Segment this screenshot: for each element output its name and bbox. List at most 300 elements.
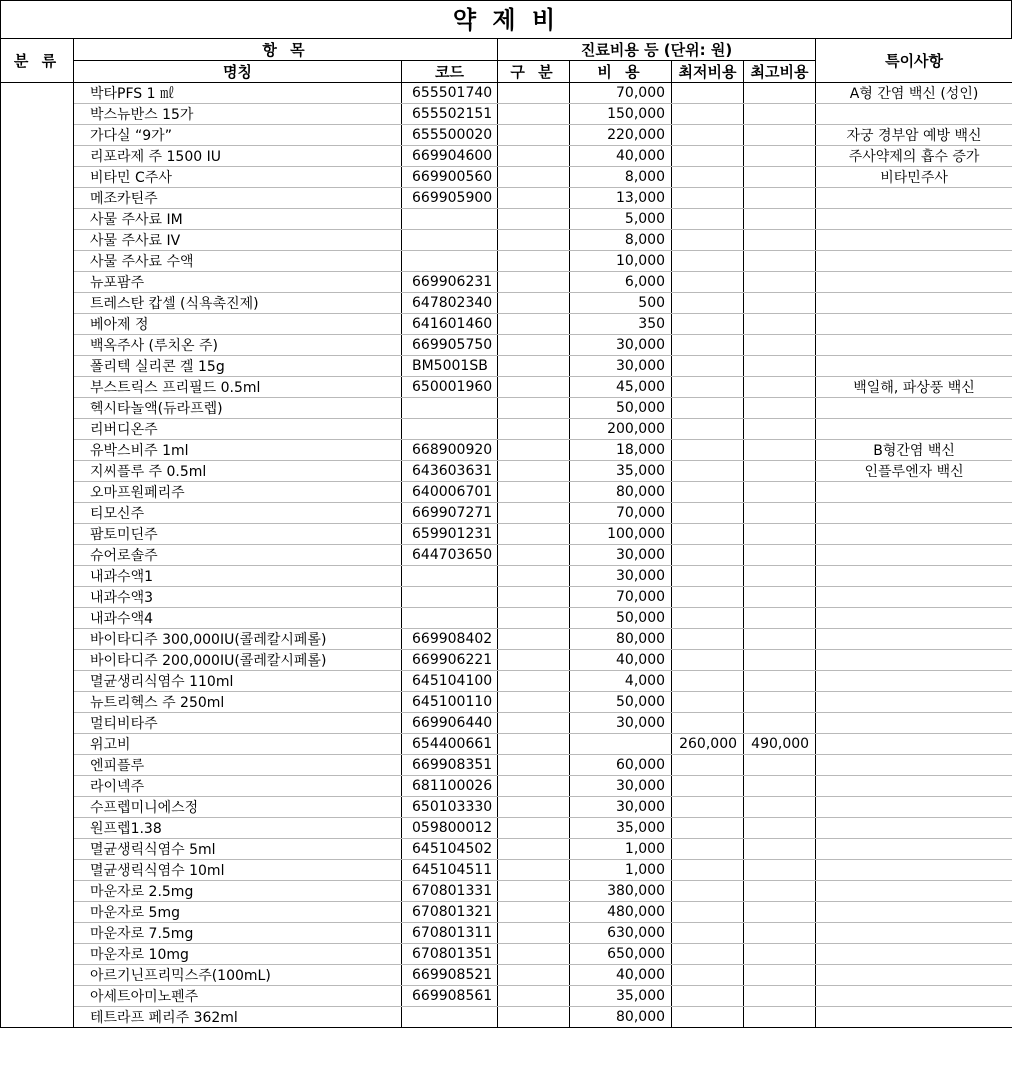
note-cell	[816, 419, 1012, 440]
drug-name-cell: 아세트아미노펜주	[74, 986, 402, 1007]
cost-cell: 35,000	[570, 818, 672, 839]
note-cell	[816, 482, 1012, 503]
max-cost-cell	[744, 230, 816, 251]
drug-code-cell: 645104502	[402, 839, 498, 860]
note-cell	[816, 545, 1012, 566]
drug-name-cell: 테트라프 페리주 362ml	[74, 1007, 402, 1028]
header-notes: 특이사항	[816, 39, 1012, 83]
drug-name-cell: 바이타디주 300,000IU(콜레칼시페롤)	[74, 629, 402, 650]
note-cell: 주사약제의 흡수 증가	[816, 146, 1012, 167]
drug-name-cell: 마운자로 2.5mg	[74, 881, 402, 902]
category-cell	[1, 818, 74, 839]
min-cost-cell	[672, 482, 744, 503]
min-cost-cell	[672, 713, 744, 734]
drug-code-cell: 670801321	[402, 902, 498, 923]
note-cell	[816, 314, 1012, 335]
drug-name-cell: 마운자로 10mg	[74, 944, 402, 965]
drug-name-cell: 원프렙1.38	[74, 818, 402, 839]
division-cell	[498, 629, 570, 650]
cost-cell: 18,000	[570, 440, 672, 461]
division-cell	[498, 734, 570, 755]
division-cell	[498, 167, 570, 188]
category-cell	[1, 608, 74, 629]
category-cell	[1, 125, 74, 146]
min-cost-cell	[672, 986, 744, 1007]
category-cell	[1, 167, 74, 188]
drug-name-cell: 뉴포팜주	[74, 272, 402, 293]
drug-name-cell: 위고비	[74, 734, 402, 755]
division-cell	[498, 797, 570, 818]
min-cost-cell	[672, 797, 744, 818]
min-cost-cell	[672, 671, 744, 692]
category-cell	[1, 461, 74, 482]
min-cost-cell	[672, 230, 744, 251]
note-cell	[816, 209, 1012, 230]
table-row	[1, 272, 1012, 293]
min-cost-cell	[672, 293, 744, 314]
drug-name-cell: 부스트릭스 프리필드 0.5ml	[74, 377, 402, 398]
cost-cell: 30,000	[570, 356, 672, 377]
drug-code-cell	[402, 209, 498, 230]
division-cell	[498, 83, 570, 104]
drug-code-cell	[402, 566, 498, 587]
division-cell	[498, 944, 570, 965]
max-cost-cell	[744, 923, 816, 944]
cost-cell	[570, 734, 672, 755]
min-cost-cell	[672, 272, 744, 293]
table-row	[1, 797, 1012, 818]
division-cell	[498, 776, 570, 797]
header-min-cost: 최저비용	[672, 61, 744, 83]
note-cell: 자궁 경부암 예방 백신	[816, 125, 1012, 146]
division-cell	[498, 398, 570, 419]
category-cell	[1, 104, 74, 125]
header-max-cost: 최고비용	[744, 61, 816, 83]
drug-code-cell: 655502151	[402, 104, 498, 125]
max-cost-cell	[744, 125, 816, 146]
drug-code-cell: 645100110	[402, 692, 498, 713]
division-cell	[498, 482, 570, 503]
cost-cell: 30,000	[570, 797, 672, 818]
drug-name-cell: 트레스탄 캅셀 (식욕촉진제)	[74, 293, 402, 314]
max-cost-cell	[744, 566, 816, 587]
min-cost-cell	[672, 587, 744, 608]
division-cell	[498, 755, 570, 776]
drug-code-cell: 669904600	[402, 146, 498, 167]
table-row	[1, 713, 1012, 734]
category-cell	[1, 146, 74, 167]
cost-cell: 6,000	[570, 272, 672, 293]
cost-cell: 70,000	[570, 83, 672, 104]
table-row	[1, 944, 1012, 965]
category-cell	[1, 440, 74, 461]
category-cell	[1, 629, 74, 650]
cost-cell: 80,000	[570, 1007, 672, 1028]
note-cell	[816, 797, 1012, 818]
drug-name-cell: 멸균생리식염수 110ml	[74, 671, 402, 692]
table-row	[1, 503, 1012, 524]
drug-code-cell: 645104511	[402, 860, 498, 881]
category-cell	[1, 881, 74, 902]
cost-cell: 80,000	[570, 482, 672, 503]
min-cost-cell	[672, 209, 744, 230]
division-cell	[498, 125, 570, 146]
max-cost-cell	[744, 209, 816, 230]
category-cell	[1, 482, 74, 503]
category-cell	[1, 545, 74, 566]
cost-cell: 8,000	[570, 167, 672, 188]
table-row	[1, 230, 1012, 251]
division-cell	[498, 503, 570, 524]
max-cost-cell	[744, 671, 816, 692]
table-row	[1, 671, 1012, 692]
cost-cell: 45,000	[570, 377, 672, 398]
cost-cell: 60,000	[570, 755, 672, 776]
division-cell	[498, 671, 570, 692]
min-cost-cell	[672, 83, 744, 104]
page-title: 약 제 비	[0, 0, 1012, 38]
note-cell	[816, 230, 1012, 251]
division-cell	[498, 335, 570, 356]
drug-code-cell: 655501740	[402, 83, 498, 104]
drug-name-cell: 사물 주사료 IM	[74, 209, 402, 230]
drug-code-cell	[402, 419, 498, 440]
max-cost-cell	[744, 1007, 816, 1028]
table-row	[1, 482, 1012, 503]
cost-cell: 200,000	[570, 419, 672, 440]
category-cell	[1, 188, 74, 209]
max-cost-cell	[744, 482, 816, 503]
max-cost-cell	[744, 650, 816, 671]
drug-code-cell: 669906231	[402, 272, 498, 293]
max-cost-cell	[744, 461, 816, 482]
max-cost-cell	[744, 881, 816, 902]
min-cost-cell	[672, 503, 744, 524]
table-row	[1, 545, 1012, 566]
max-cost-cell	[744, 755, 816, 776]
division-cell	[498, 692, 570, 713]
cost-cell: 40,000	[570, 650, 672, 671]
table-body	[1, 83, 1012, 1028]
category-cell	[1, 209, 74, 230]
category-cell	[1, 377, 74, 398]
max-cost-cell	[744, 272, 816, 293]
table-row	[1, 608, 1012, 629]
max-cost-cell	[744, 335, 816, 356]
header-cost: 비 용	[570, 61, 672, 83]
header-category: 분 류	[1, 39, 74, 83]
division-cell	[498, 440, 570, 461]
header-division: 구 분	[498, 61, 570, 83]
max-cost-cell	[744, 692, 816, 713]
table-row	[1, 251, 1012, 272]
min-cost-cell	[672, 776, 744, 797]
category-cell	[1, 923, 74, 944]
table-row	[1, 188, 1012, 209]
drug-code-cell: 670801351	[402, 944, 498, 965]
cost-cell: 4,000	[570, 671, 672, 692]
cost-cell: 630,000	[570, 923, 672, 944]
note-cell	[816, 272, 1012, 293]
drug-name-cell: 헥시타놀액(듀라프렙)	[74, 398, 402, 419]
cost-cell: 1,000	[570, 860, 672, 881]
note-cell	[816, 1007, 1012, 1028]
drug-code-cell: 059800012	[402, 818, 498, 839]
note-cell	[816, 398, 1012, 419]
table-row	[1, 755, 1012, 776]
drug-name-cell: 내과수액4	[74, 608, 402, 629]
table-row	[1, 83, 1012, 104]
min-cost-cell	[672, 881, 744, 902]
note-cell	[816, 902, 1012, 923]
division-cell	[498, 986, 570, 1007]
drug-name-cell: 비타민 C주사	[74, 167, 402, 188]
max-cost-cell	[744, 797, 816, 818]
max-cost-cell	[744, 419, 816, 440]
max-cost-cell	[744, 902, 816, 923]
table-row	[1, 650, 1012, 671]
cost-cell: 35,000	[570, 461, 672, 482]
category-cell	[1, 503, 74, 524]
note-cell	[816, 608, 1012, 629]
note-cell	[816, 965, 1012, 986]
division-cell	[498, 839, 570, 860]
cost-cell: 40,000	[570, 146, 672, 167]
drug-code-cell: 647802340	[402, 293, 498, 314]
drug-code-cell	[402, 398, 498, 419]
note-cell	[816, 524, 1012, 545]
division-cell	[498, 650, 570, 671]
drug-name-cell: 사물 주사료 수액	[74, 251, 402, 272]
division-cell	[498, 587, 570, 608]
drug-code-cell: 669900560	[402, 167, 498, 188]
category-cell	[1, 986, 74, 1007]
drug-code-cell: BM5001SB	[402, 356, 498, 377]
note-cell	[816, 839, 1012, 860]
cost-cell: 35,000	[570, 986, 672, 1007]
category-cell	[1, 1007, 74, 1028]
division-cell	[498, 272, 570, 293]
min-cost-cell	[672, 650, 744, 671]
min-cost-cell	[672, 419, 744, 440]
drug-fee-table	[0, 38, 1012, 1028]
drug-name-cell: 박스뉴반스 15가	[74, 104, 402, 125]
drug-name-cell: 지씨플루 주 0.5ml	[74, 461, 402, 482]
cost-cell: 40,000	[570, 965, 672, 986]
header-code: 코드	[402, 61, 498, 83]
drug-code-cell: 643603631	[402, 461, 498, 482]
min-cost-cell	[672, 902, 744, 923]
note-cell	[816, 293, 1012, 314]
max-cost-cell	[744, 398, 816, 419]
drug-code-cell: 681100026	[402, 776, 498, 797]
table-row	[1, 881, 1012, 902]
table-row	[1, 923, 1012, 944]
note-cell	[816, 251, 1012, 272]
drug-name-cell: 마운자로 5mg	[74, 902, 402, 923]
cost-cell: 10,000	[570, 251, 672, 272]
max-cost-cell: 490,000	[744, 734, 816, 755]
division-cell	[498, 524, 570, 545]
drug-code-cell: 670801311	[402, 923, 498, 944]
category-cell	[1, 965, 74, 986]
division-cell	[498, 923, 570, 944]
note-cell: 백일해, 파상풍 백신	[816, 377, 1012, 398]
cost-cell: 380,000	[570, 881, 672, 902]
drug-name-cell: 백옥주사 (루치온 주)	[74, 335, 402, 356]
note-cell	[816, 734, 1012, 755]
min-cost-cell	[672, 755, 744, 776]
drug-code-cell: 654400661	[402, 734, 498, 755]
table-row	[1, 461, 1012, 482]
drug-code-cell: 669908351	[402, 755, 498, 776]
note-cell	[816, 671, 1012, 692]
drug-code-cell: 669908521	[402, 965, 498, 986]
cost-cell: 1,000	[570, 839, 672, 860]
max-cost-cell	[744, 167, 816, 188]
note-cell	[816, 104, 1012, 125]
min-cost-cell	[672, 860, 744, 881]
max-cost-cell	[744, 545, 816, 566]
category-cell	[1, 734, 74, 755]
table-row	[1, 293, 1012, 314]
category-cell	[1, 272, 74, 293]
drug-code-cell	[402, 230, 498, 251]
division-cell	[498, 356, 570, 377]
drug-code-cell: 668900920	[402, 440, 498, 461]
table-row	[1, 587, 1012, 608]
table-row	[1, 692, 1012, 713]
cost-cell: 500	[570, 293, 672, 314]
max-cost-cell	[744, 188, 816, 209]
cost-cell: 220,000	[570, 125, 672, 146]
division-cell	[498, 1007, 570, 1028]
min-cost-cell	[672, 1007, 744, 1028]
drug-code-cell: 669906221	[402, 650, 498, 671]
min-cost-cell	[672, 545, 744, 566]
table-row	[1, 986, 1012, 1007]
drug-name-cell: 뉴트리헥스 주 250ml	[74, 692, 402, 713]
table-row	[1, 839, 1012, 860]
category-cell	[1, 419, 74, 440]
drug-code-cell: 650103330	[402, 797, 498, 818]
drug-name-cell: 바이타디주 200,000IU(콜레칼시페롤)	[74, 650, 402, 671]
note-cell	[816, 755, 1012, 776]
cost-cell: 650,000	[570, 944, 672, 965]
table-header	[1, 39, 1012, 83]
table-row	[1, 440, 1012, 461]
table-row	[1, 629, 1012, 650]
cost-cell: 13,000	[570, 188, 672, 209]
drug-code-cell	[402, 608, 498, 629]
cost-cell: 100,000	[570, 524, 672, 545]
table-row	[1, 734, 1012, 755]
note-cell	[816, 776, 1012, 797]
cost-cell: 350	[570, 314, 672, 335]
category-cell	[1, 83, 74, 104]
cost-cell: 30,000	[570, 545, 672, 566]
category-cell	[1, 839, 74, 860]
min-cost-cell	[672, 125, 744, 146]
drug-name-cell: 폴리텍 실리콘 겔 15g	[74, 356, 402, 377]
division-cell	[498, 881, 570, 902]
table-row	[1, 335, 1012, 356]
drug-name-cell: 아르기닌프리믹스주(100mL)	[74, 965, 402, 986]
max-cost-cell	[744, 776, 816, 797]
drug-code-cell: 650001960	[402, 377, 498, 398]
min-cost-cell	[672, 188, 744, 209]
table-row	[1, 398, 1012, 419]
drug-name-cell: 엔피플루	[74, 755, 402, 776]
table-row	[1, 524, 1012, 545]
category-cell	[1, 524, 74, 545]
cost-cell: 70,000	[570, 587, 672, 608]
drug-code-cell: 669905750	[402, 335, 498, 356]
min-cost-cell	[672, 356, 744, 377]
max-cost-cell	[744, 608, 816, 629]
category-cell	[1, 314, 74, 335]
min-cost-cell	[672, 629, 744, 650]
cost-cell: 30,000	[570, 335, 672, 356]
note-cell	[816, 923, 1012, 944]
cost-cell: 70,000	[570, 503, 672, 524]
drug-code-cell	[402, 251, 498, 272]
table-row	[1, 146, 1012, 167]
category-cell	[1, 860, 74, 881]
cost-cell: 50,000	[570, 692, 672, 713]
category-cell	[1, 566, 74, 587]
division-cell	[498, 461, 570, 482]
note-cell	[816, 587, 1012, 608]
table-row	[1, 818, 1012, 839]
min-cost-cell	[672, 461, 744, 482]
max-cost-cell	[744, 356, 816, 377]
drug-name-cell: 멸균생릭식염수 5ml	[74, 839, 402, 860]
table-row	[1, 167, 1012, 188]
note-cell	[816, 566, 1012, 587]
min-cost-cell	[672, 146, 744, 167]
min-cost-cell	[672, 692, 744, 713]
max-cost-cell	[744, 629, 816, 650]
drug-name-cell: 유박스비주 1ml	[74, 440, 402, 461]
drug-code-cell: 669905900	[402, 188, 498, 209]
drug-code-cell: 659901231	[402, 524, 498, 545]
division-cell	[498, 713, 570, 734]
category-cell	[1, 902, 74, 923]
division-cell	[498, 230, 570, 251]
drug-name-cell: 수프렙미니에스정	[74, 797, 402, 818]
min-cost-cell	[672, 566, 744, 587]
drug-name-cell: 박타PFS 1 ㎖	[74, 83, 402, 104]
drug-name-cell: 라이넥주	[74, 776, 402, 797]
division-cell	[498, 314, 570, 335]
cost-cell: 30,000	[570, 776, 672, 797]
category-cell	[1, 335, 74, 356]
drug-name-cell: 오마프원페리주	[74, 482, 402, 503]
division-cell	[498, 251, 570, 272]
max-cost-cell	[744, 440, 816, 461]
table-row	[1, 356, 1012, 377]
table-row	[1, 104, 1012, 125]
division-cell	[498, 188, 570, 209]
category-cell	[1, 356, 74, 377]
category-cell	[1, 650, 74, 671]
note-cell	[816, 986, 1012, 1007]
note-cell	[816, 944, 1012, 965]
min-cost-cell	[672, 398, 744, 419]
table-row	[1, 776, 1012, 797]
drug-code-cell: 641601460	[402, 314, 498, 335]
